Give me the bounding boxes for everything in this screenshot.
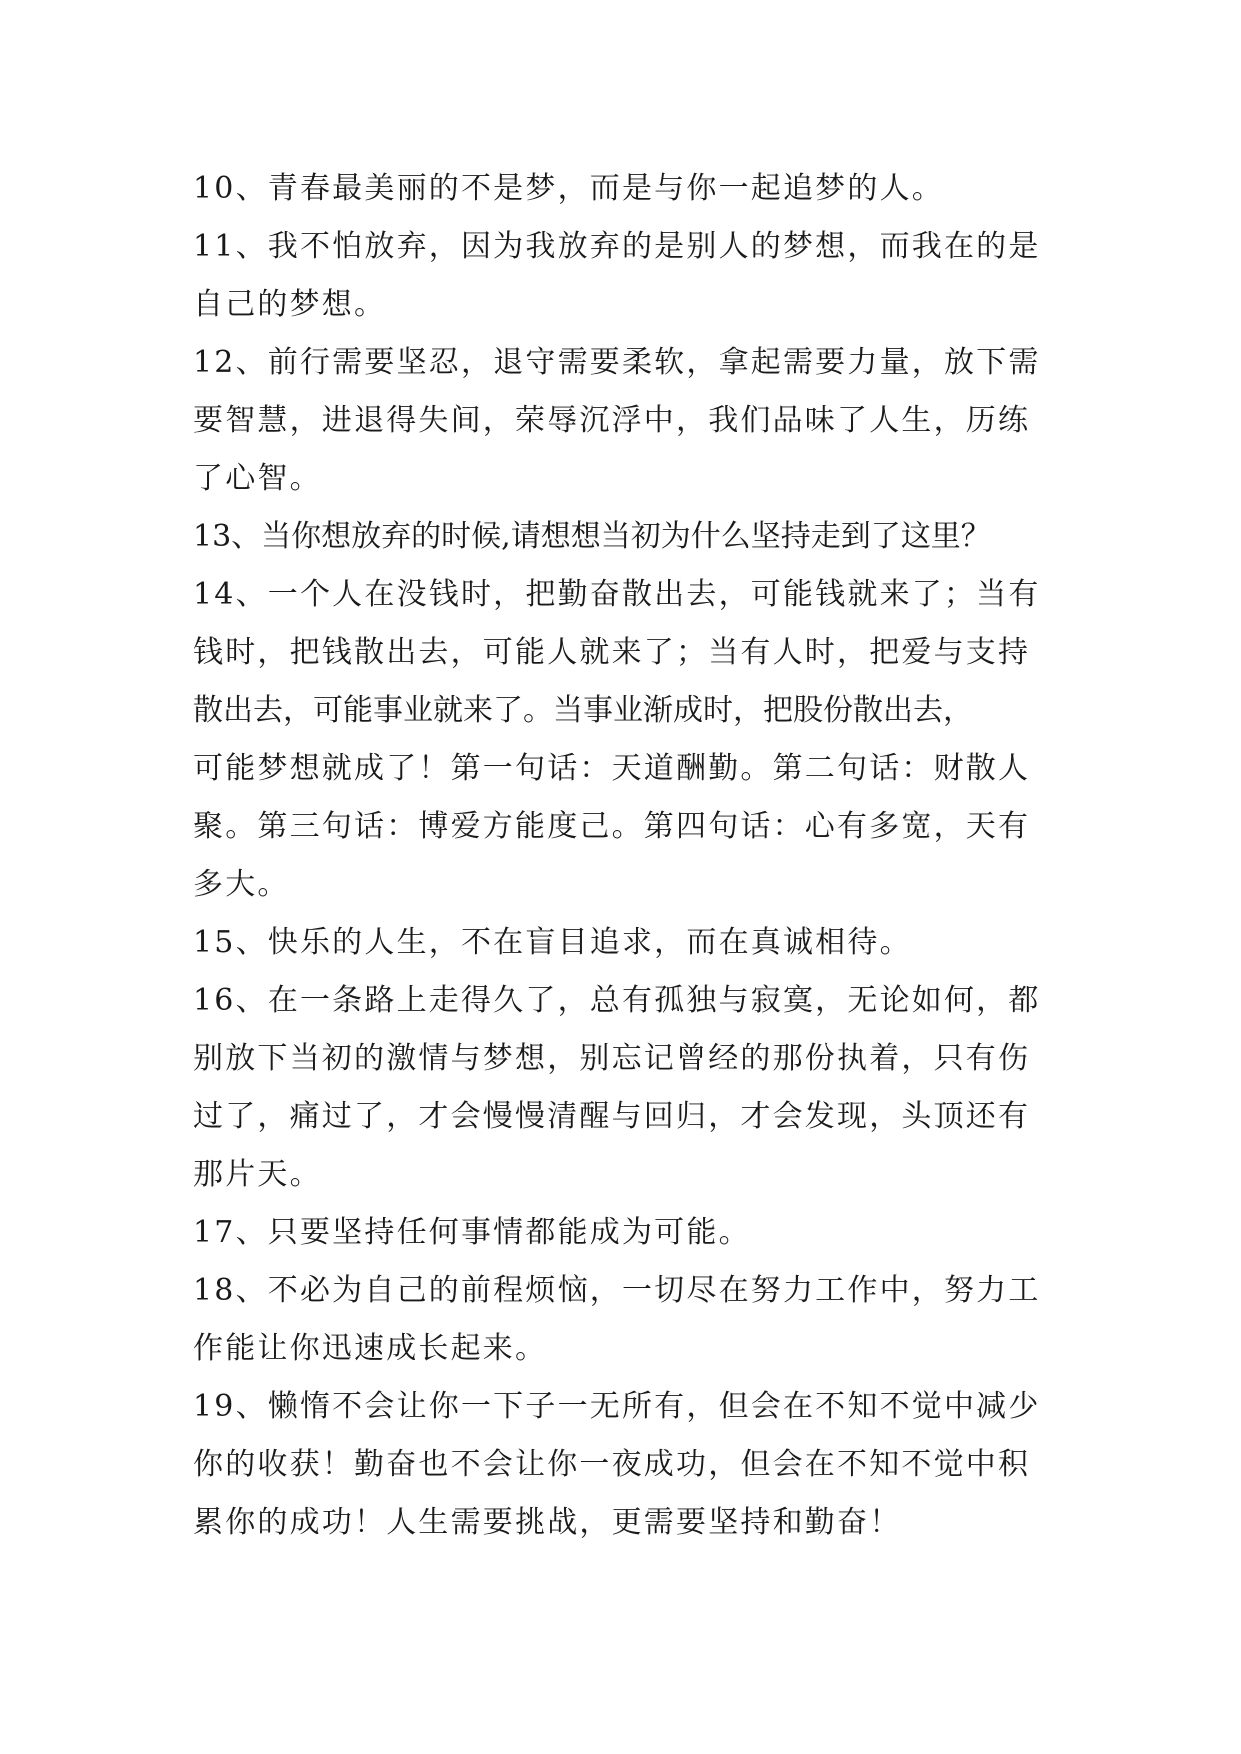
text-line: 14、一个人在没钱时，把勤奋散出去，可能钱就来了；当有 bbox=[193, 577, 1041, 612]
text-line: 16、在一条路上走得久了，总有孤独与寂寞，无论如何，都 bbox=[193, 983, 1041, 1018]
text-line: 可能梦想就成了！第一句话：天道酬勤。第二句话：财散人 bbox=[193, 751, 1031, 786]
text-line: 了心智。 bbox=[193, 461, 322, 496]
text-line: 散出去，可能事业就来了。当事业渐成时，把股份散出去， bbox=[193, 693, 973, 728]
text-line: 累你的成功！人生需要挑战，更需要坚持和勤奋！ bbox=[193, 1505, 902, 1540]
text-line: 别放下当初的激情与梦想，别忘记曾经的那份执着，只有伤 bbox=[193, 1041, 1031, 1076]
document-body bbox=[193, 160, 1073, 1552]
text-line: 13、当你想放弃的时候,请想想当初为什么坚持走到了这里？ bbox=[193, 519, 991, 554]
text-line: 18、不必为自己的前程烦恼，一切尽在努力工作中，努力工 bbox=[193, 1273, 1041, 1308]
text-line: 聚。第三句话：博爱方能度己。第四句话：心有多宽，天有 bbox=[193, 809, 1031, 844]
text-line: 11、我不怕放弃，因为我放弃的是别人的梦想，而我在的是 bbox=[193, 229, 1041, 264]
text-line: 钱时，把钱散出去，可能人就来了；当有人时，把爱与支持 bbox=[193, 635, 1031, 670]
text-line: 你的收获！勤奋也不会让你一夜成功，但会在不知不觉中积 bbox=[193, 1447, 1031, 1482]
text-line: 那片天。 bbox=[193, 1157, 322, 1192]
text-line: 19、懒惰不会让你一下子一无所有，但会在不知不觉中减少 bbox=[193, 1389, 1041, 1424]
text-line: 多大。 bbox=[193, 867, 290, 902]
text-line: 过了，痛过了，才会慢慢清醒与回归，才会发现，头顶还有 bbox=[193, 1099, 1031, 1134]
text-line: 15、快乐的人生，不在盲目追求，而在真诚相待。 bbox=[193, 925, 912, 960]
text-line: 17、只要坚持任何事情都能成为可能。 bbox=[193, 1215, 751, 1250]
text-line: 作能让你迅速成长起来。 bbox=[193, 1331, 548, 1366]
text-line: 12、前行需要坚忍，退守需要柔软，拿起需要力量，放下需 bbox=[193, 345, 1041, 380]
text-line: 要智慧，进退得失间，荣辱沉浮中，我们品味了人生，历练 bbox=[193, 403, 1031, 438]
text-line: 10、青春最美丽的不是梦，而是与你一起追梦的人。 bbox=[193, 171, 944, 206]
text-line: 自己的梦想。 bbox=[193, 287, 387, 322]
